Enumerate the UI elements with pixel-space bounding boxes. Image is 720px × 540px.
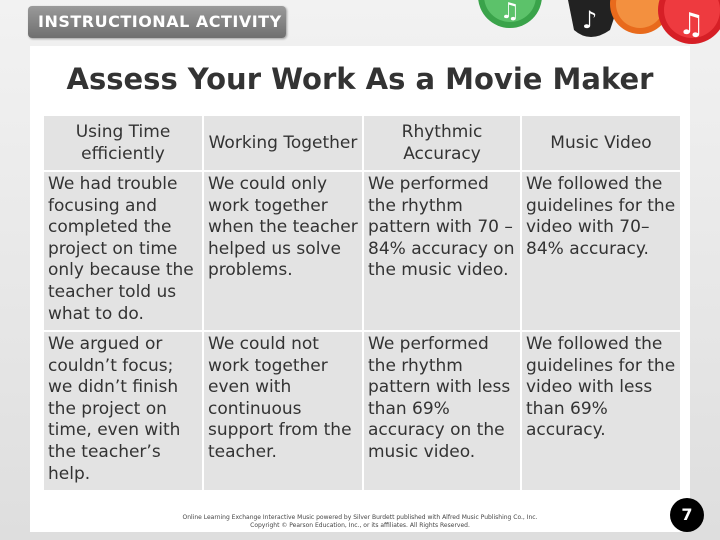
svg-text:♫: ♫ [500,0,520,24]
footer-line: Copyright © Pearson Education, Inc., or its affiliates. All Rights Reserved. [250,522,470,529]
table-row [43,171,681,331]
music-decoration [470,0,720,44]
svg-text:♪: ♪ [582,6,598,34]
column-header: Using Time efficiently [43,115,203,171]
svg-text:♫: ♫ [678,7,705,42]
column-header: Rhythmic Accuracy [363,115,521,171]
table-cell: We performed the rhythm pattern with 70 –84% accuracy on the music video. [363,171,521,331]
table-cell: We followed the guidelines for the video with 70–84% accuracy. [521,171,681,331]
table-cell: We had trouble focusing and completed the project on time only because the teacher told us what to do. [43,171,203,331]
table-header-row [43,115,681,171]
column-header: Working Together [203,115,363,171]
copyright-footer [120,514,600,530]
table-cell: We could not work together even with continuous support from the teacher. [203,331,363,491]
table-cell: We followed the guidelines for the video with less than 69% accuracy. [521,331,681,491]
music-note-icon [478,0,542,28]
table-cell: We could only work together when the teacher helped us solve problems. [203,171,363,331]
music-note-icon [658,0,720,44]
page-number: 7 [670,498,704,532]
table-cell: We argued or couldn’t focus; we didn’t finish the project on time, even with the teacher’s help. [43,331,203,491]
footer-line: Online Learning Exchange Interactive Music powered by Silver Burdett published with Alfred Music Publishing Co., Inc. [182,514,538,521]
column-header: Music Video [521,115,681,171]
table-cell: We performed the rhythm pattern with less than 69% accuracy on the music video. [363,331,521,491]
rubric-table [42,114,682,492]
instructional-activity-badge: INSTRUCTIONAL ACTIVITY [28,6,286,38]
page-title: Assess Your Work As a Movie Maker [66,62,654,96]
table-row [43,331,681,491]
